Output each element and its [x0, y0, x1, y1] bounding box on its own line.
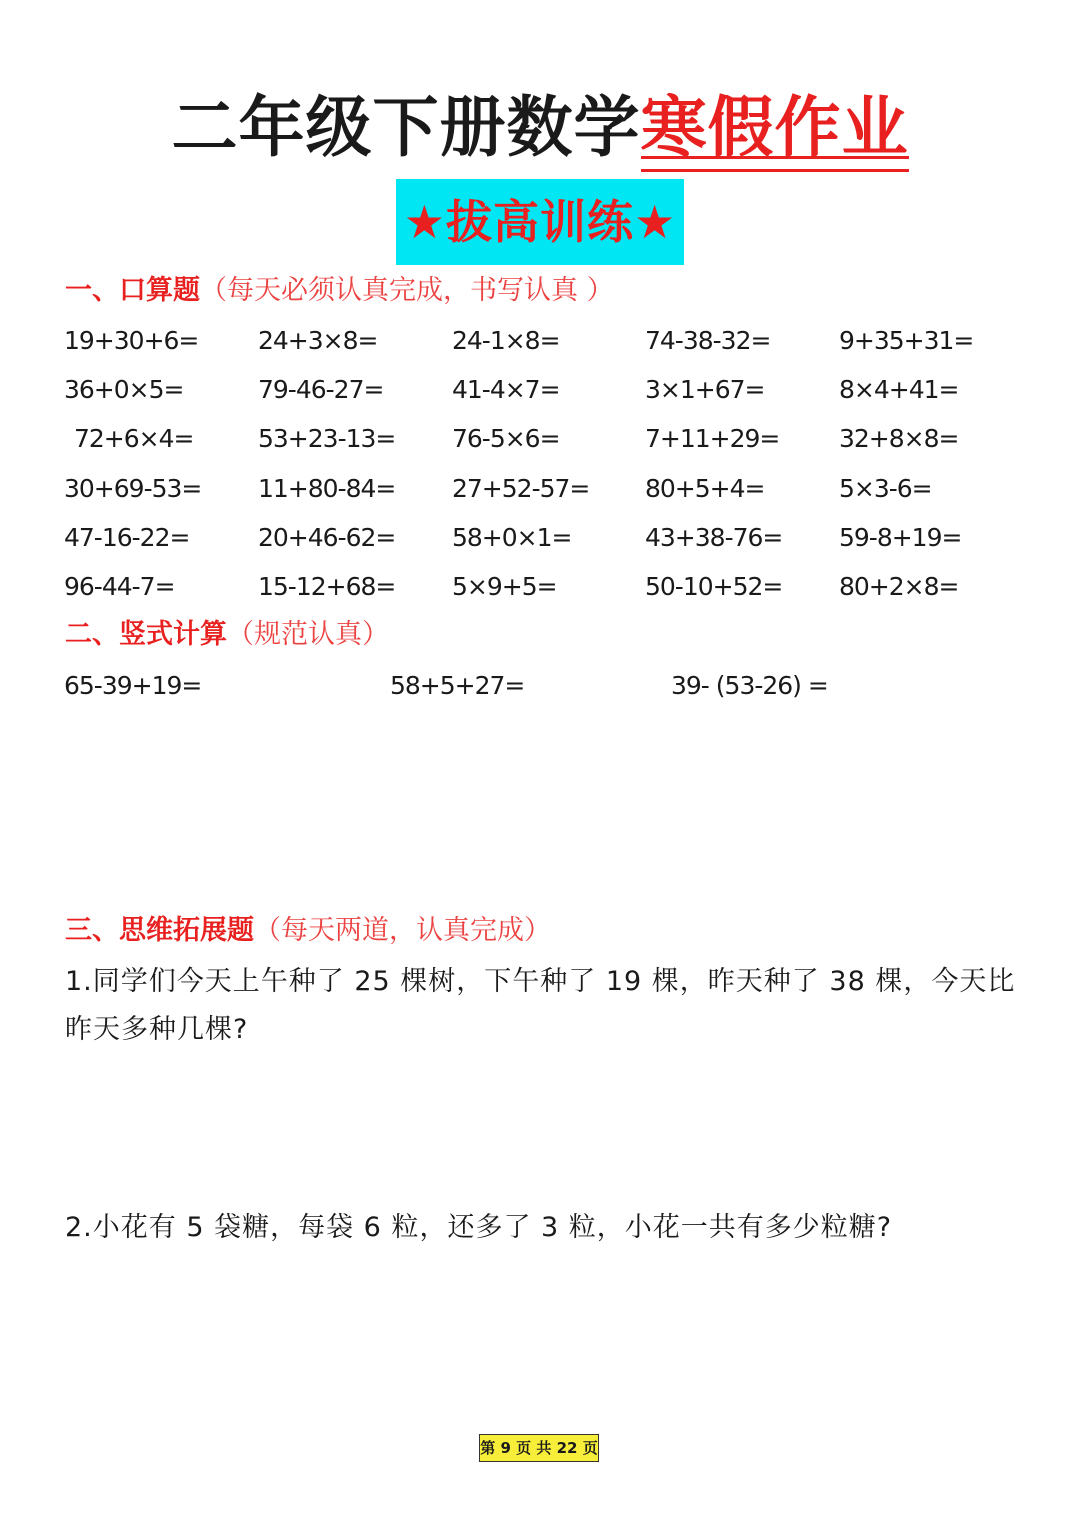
math-item: 96-44-7=: [64, 571, 175, 601]
math-item: 11+80-84=: [258, 473, 396, 503]
word-problem-2: 2.小花有 5 袋糖，每袋 6 粒，还多了 3 粒，小花一共有多少粒糖?: [65, 1212, 893, 1243]
math-item: 41-4×7=: [452, 375, 560, 405]
math-item: 53+23-13=: [258, 424, 396, 454]
math-item: 80+2×8=: [839, 571, 959, 601]
math-item: 58+0×1=: [452, 522, 572, 552]
section-1-header: [65, 273, 614, 309]
math-item: 8×4+41=: [839, 375, 959, 405]
word-problem-1: 1.同学们今天上午种了 25 棵树，下午种了 19 棵，昨天种了 38 棵，今天比昨天多种几棵?: [65, 966, 1016, 1045]
math-item: 79-46-27=: [258, 375, 384, 405]
mental-math-grid: [64, 321, 1034, 616]
math-item: 32+8×8=: [839, 424, 959, 454]
math-item: 74-38-32=: [645, 326, 771, 355]
math-item: 36+0×5=: [64, 375, 184, 405]
vertical-calc-item: 65-39+19=: [64, 671, 202, 700]
math-item: 50-10+52=: [645, 571, 783, 601]
section-3-header: [65, 913, 551, 949]
mental-math-row: [64, 370, 1034, 419]
vertical-calc-item: 58+5+27=: [390, 671, 525, 700]
section-2-note: （规范认真）: [227, 619, 389, 650]
mental-math-row: [64, 419, 1034, 468]
mental-math-row: [64, 469, 1034, 518]
math-item: 20+46-62=: [258, 522, 396, 552]
section-2-heading: 二、竖式计算: [65, 619, 227, 650]
section-2-header: [65, 617, 389, 653]
math-item: 80+5+4=: [645, 473, 765, 503]
math-item: 76-5×6=: [452, 424, 560, 454]
mental-math-row: [64, 518, 1034, 567]
mental-math-row: [64, 567, 1034, 616]
math-item: 5×3-6=: [839, 473, 932, 503]
title-highlight: 寒假作业: [640, 89, 909, 166]
section-3-note: （每天两道，认真完成）: [254, 915, 551, 946]
vertical-calc-item: 39- (53-26) =: [671, 671, 828, 700]
banner-training: ★拔高训练★: [396, 179, 684, 265]
math-item: 43+38-76=: [645, 522, 783, 552]
math-item: 30+69-53=: [64, 473, 202, 503]
section-1-note: （每天必须认真完成，书写认真 ）: [200, 275, 614, 306]
math-item: 9+35+31=: [839, 326, 974, 355]
math-item: 3×1+67=: [645, 375, 765, 405]
math-item: 7+11+29=: [645, 424, 780, 454]
title-main: 二年级下册数学: [171, 89, 641, 166]
section-3-heading: 三、思维拓展题: [65, 915, 254, 946]
page-title: [0, 88, 1080, 168]
math-item: 24+3×8=: [258, 326, 378, 355]
math-item: 19+30+6=: [64, 326, 199, 355]
math-item: 72+6×4=: [74, 424, 194, 454]
math-item: 59-8+19=: [839, 522, 962, 552]
math-item: 5×9+5=: [452, 571, 557, 601]
math-item: 24-1×8=: [452, 326, 560, 355]
math-item: 27+52-57=: [452, 473, 590, 503]
mental-math-row: [64, 321, 1034, 370]
page-indicator: 第 9 页 共 22 页: [479, 1434, 599, 1462]
math-item: 15-12+68=: [258, 571, 396, 601]
section-1-heading: 一、口算题: [65, 275, 200, 306]
vertical-calc-row: [64, 666, 964, 706]
math-item: 47-16-22=: [64, 522, 190, 552]
